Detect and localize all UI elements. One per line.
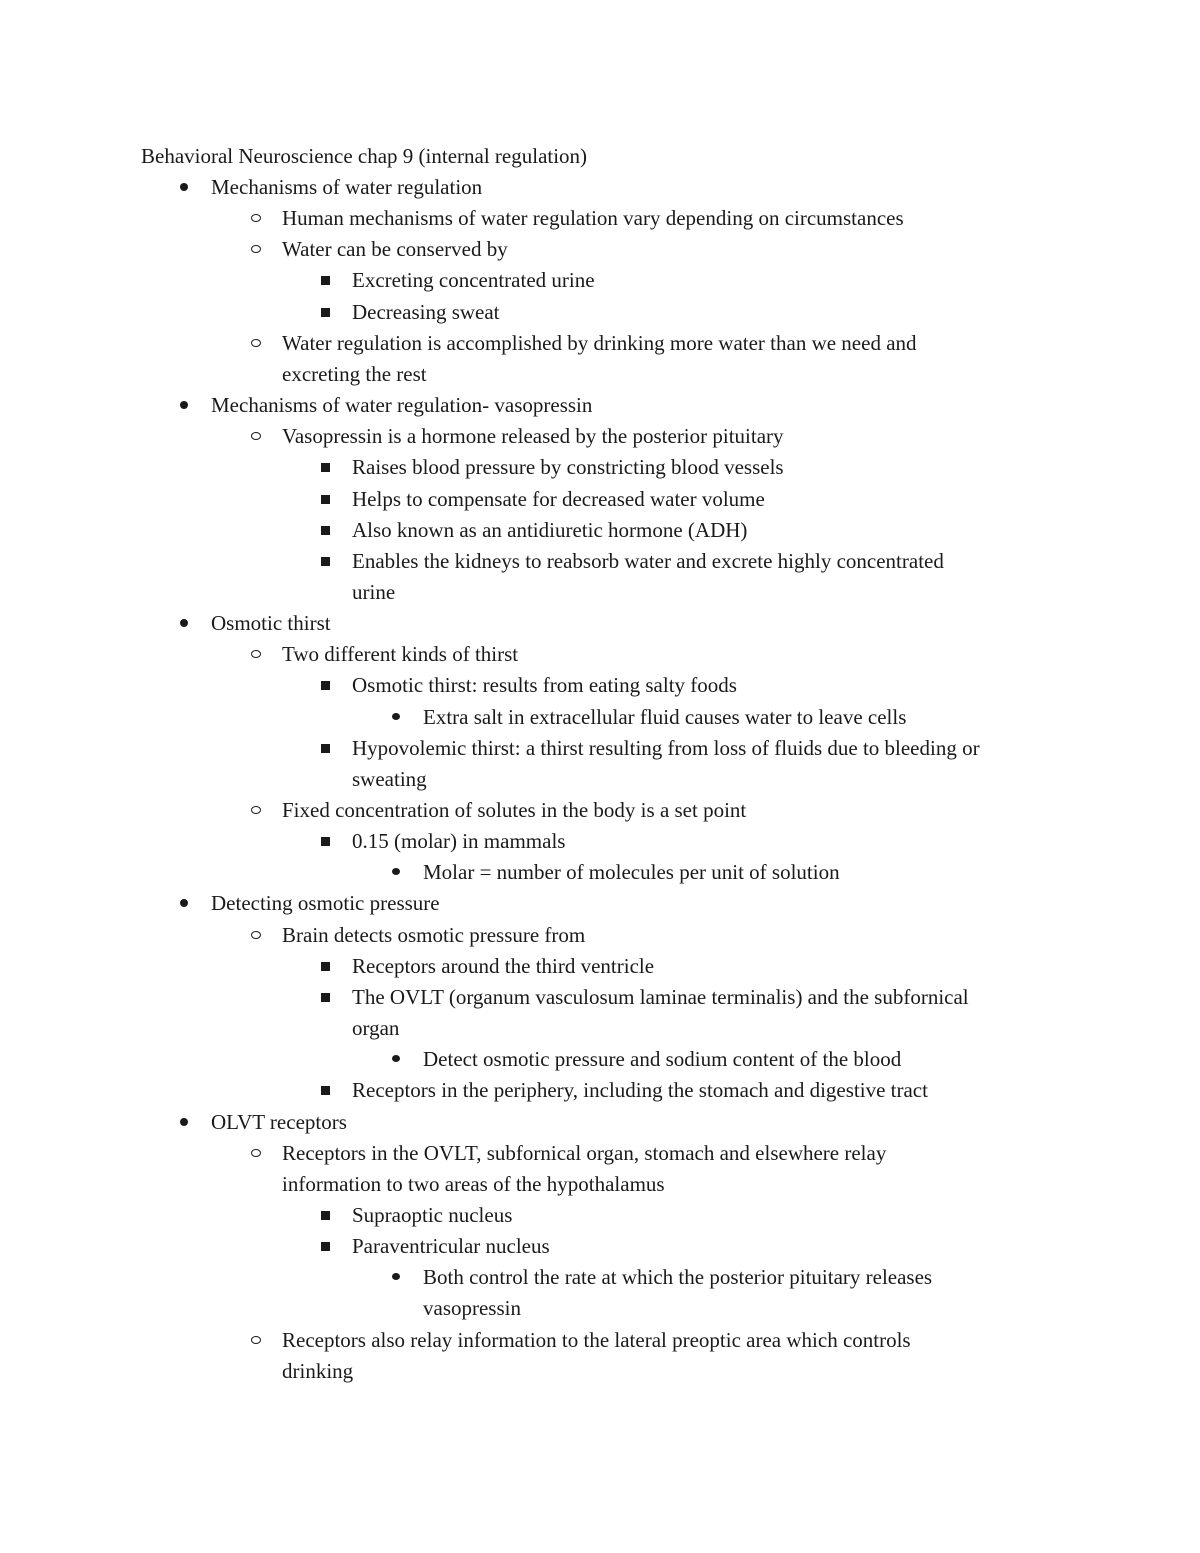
list-item: Helps to compensate for decreased water volume (352, 486, 765, 511)
list-item: Osmotic thirst: results from eating salty foods (352, 673, 737, 698)
bullet-disc-icon (180, 183, 188, 191)
list-item: Supraoptic nucleus (352, 1202, 513, 1227)
list-item: Decreasing sweat (352, 299, 500, 324)
bullet-circle-icon (251, 339, 261, 347)
list-item: Extra salt in extracellular fluid causes water to leave cells (423, 704, 907, 729)
list-item: Hypovolemic thirst: a thirst resulting from loss of fluids due to bleeding or (352, 735, 980, 760)
bullet-square-icon (321, 526, 330, 535)
list-item: Molar = number of molecules per unit of solution (423, 860, 840, 885)
list-item: Detect osmotic pressure and sodium content of the blood (423, 1047, 902, 1072)
bullet-disc-icon (180, 1118, 188, 1126)
list-item: The OVLT (organum vasculosum laminae terminalis) and the subfornical (352, 984, 969, 1009)
bullet-square-icon (321, 495, 330, 504)
list-item: 0.15 (molar) in mammals (352, 829, 566, 854)
list-item: Receptors in the periphery, including the stomach and digestive tract (352, 1078, 928, 1103)
bullet-circle-icon (251, 432, 261, 440)
list-item: Receptors also relay information to the lateral preoptic area which controls (282, 1327, 911, 1352)
list-item: Water regulation is accomplished by drinking more water than we need and (282, 330, 917, 355)
bullet-square-icon (321, 1086, 330, 1095)
bullet-disc-small-icon (392, 1055, 400, 1062)
bullet-square-icon (321, 308, 330, 317)
bullet-disc-small-icon (392, 868, 400, 875)
bullet-circle-icon (251, 931, 261, 939)
bullet-disc-small-icon (392, 1273, 400, 1280)
list-item-continuation: vasopressin (423, 1296, 521, 1321)
list-item: Water can be conserved by (282, 237, 508, 262)
list-item-continuation: excreting the rest (282, 361, 427, 386)
list-item: Brain detects osmotic pressure from (282, 922, 586, 947)
list-item: Receptors around the third ventricle (352, 953, 655, 978)
bullet-square-icon (321, 837, 330, 846)
list-item: Also known as an antidiuretic hormone (ADH) (352, 517, 748, 542)
bullet-square-icon (321, 463, 330, 472)
list-item: Raises blood pressure by constricting blood vessels (352, 455, 784, 480)
list-item: OLVT receptors (211, 1109, 347, 1134)
bullet-circle-icon (251, 245, 261, 253)
list-item-continuation: urine (352, 579, 396, 604)
bullet-circle-icon (251, 806, 261, 814)
list-item-continuation: drinking (282, 1358, 354, 1383)
list-item: Detecting osmotic pressure (211, 891, 440, 916)
list-item: Mechanisms of water regulation (211, 175, 483, 199)
bullet-square-icon (321, 276, 330, 285)
list-item-continuation: information to two areas of the hypothalamus (282, 1171, 665, 1196)
list-item-continuation: sweating (352, 766, 427, 791)
document-title: Behavioral Neuroscience chap 9 (internal regulation) (141, 144, 588, 168)
bullet-disc-small-icon (392, 713, 400, 720)
bullet-square-icon (321, 1242, 330, 1251)
bullet-square-icon (321, 744, 330, 753)
list-item: Receptors in the OVLT, subfornical organ, stomach and elsewhere relay (282, 1140, 887, 1165)
bullet-circle-icon (251, 1336, 261, 1344)
list-item: Both control the rate at which the posterior pituitary releases (423, 1265, 933, 1290)
bullet-circle-icon (251, 650, 261, 658)
list-item: Paraventricular nucleus (352, 1234, 550, 1259)
bullet-square-icon (321, 557, 330, 566)
bullet-circle-icon (251, 214, 261, 222)
bullet-square-icon (321, 993, 330, 1002)
list-item: Excreting concentrated urine (352, 268, 595, 293)
bullet-square-icon (321, 681, 330, 690)
bullet-disc-icon (180, 401, 188, 409)
list-item-continuation: organ (352, 1016, 400, 1041)
bullet-circle-icon (251, 1149, 261, 1157)
list-item: Vasopressin is a hormone released by the posterior pituitary (282, 424, 784, 449)
list-item: Mechanisms of water regulation- vasopressin (211, 393, 593, 418)
bullet-square-icon (321, 962, 330, 971)
bullet-disc-icon (180, 899, 188, 907)
list-item: Enables the kidneys to reabsorb water and excrete highly concentrated (352, 548, 944, 573)
list-item: Two different kinds of thirst (282, 642, 519, 667)
list-item: Fixed concentration of solutes in the body is a set point (282, 798, 747, 822)
list-item: Osmotic thirst (211, 611, 331, 636)
bullet-disc-icon (180, 619, 188, 627)
list-item: Human mechanisms of water regulation vary depending on circumstances (282, 206, 904, 231)
bullet-square-icon (321, 1211, 330, 1220)
